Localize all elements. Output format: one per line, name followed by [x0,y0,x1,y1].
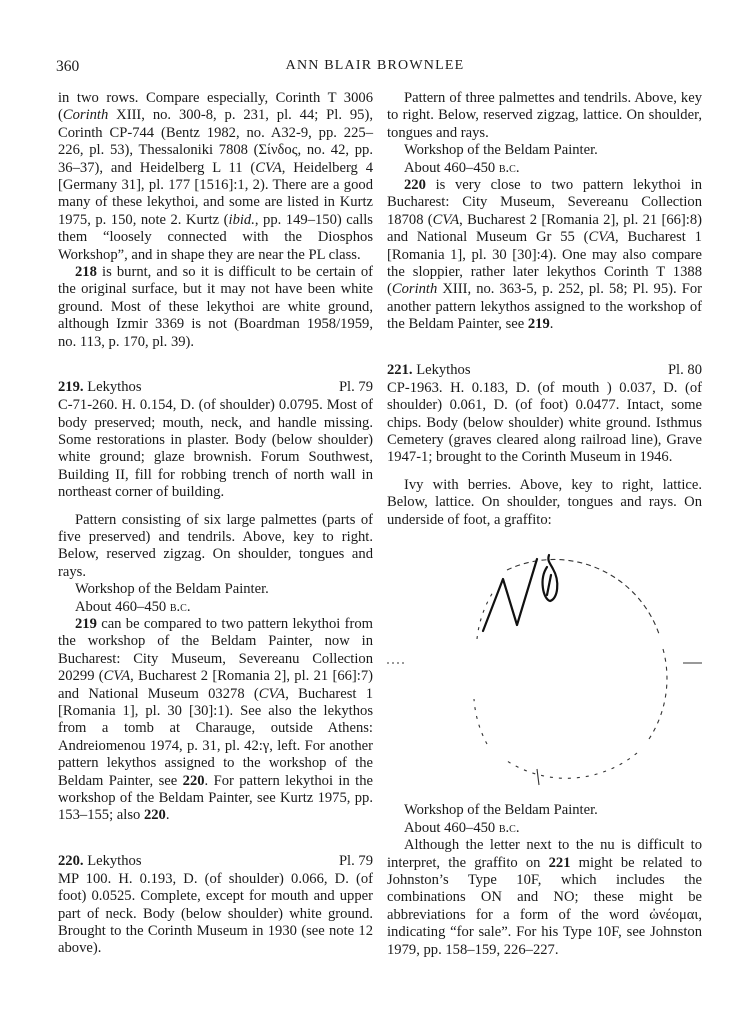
entry-221-heading [387,362,702,380]
edge-tick-bottom [537,769,539,785]
left-column [58,90,373,958]
running-head: ANN BLAIR BROWNLEE [285,58,465,73]
entry-219-comparison: 219 can be compared to two pattern lekythoi from the workshop of the Beldam Painter, now in Bucharest: City Museum, Severeanu Collection 20299 (CVA, Bucharest 2 [Romania 2], pl. 21 [66]:7) and National Museum 03278 (CVA, Bucharest 1 [Romania 1], pl. 30 [30]:1). See also the lekythos from a tomb at Charauge, outside Athens: Andreiomenou 1974, p. 31, pl. 42:γ, left. For another pattern lekythos assigned to the workshop of the Beldam Painter, see 220. For pattern lekythoi in the workshop of the Beldam Painter, see Kurtz 1975, pp. 153–155; also 220. [58,615,374,824]
foot-outline-arc [507,753,637,778]
foot-outline-arc [477,589,495,639]
foot-outline-arc [474,699,487,744]
entry-title: Lekythos [83,852,142,869]
entry-title: Lekythos [83,379,142,396]
entry-219-pattern: Pattern consisting of six large palmettes (parts of five preserved) and tendrils. Above, key to right. Below, reserved zigzag. On shoulder, tongues and rays. [58,511,373,580]
plate-reference: Pl. 79 [338,379,373,396]
foot-outline-arc [507,559,659,634]
graffito-letter-stroke [547,575,551,595]
paragraph-continued: in two rows. Compare especially, Corinth T 3006 (Corinth XIII, no. 300-8, p. 231, pl. 44; Pl. 95), Corinth CP-744 (Bentz 1982, no. A32-9, pp. 225–226, pl. 53), Thessaloniki 7808 (Σίνδος, no. 42, pp. 36–37), and Heidelberg L 11 (CVA, Heidelberg 4 [Germany 31], pl. 177 [1516]:1, 2). There are a good many of these lekythoi, and some are listed in Kurtz 1975, p. 150, note 2. Kurtz (ibid., pp. 149–150) calls them “loosely connected with the Diosphos Workshop”, and in shape they are near the PL class. [58,90,373,263]
entry-221-workshop: Workshop of the Beldam Painter. [404,802,598,819]
entry-219-date: About 460–450 b.c. [75,598,191,615]
entry-220-description: MP 100. H. 0.193, D. (of shoulder) 0.066, D. (of foot) 0.0525. Complete, except for mouth and upper part of neck. Body (below shoulder) white ground. Brought to the Corinth Museum in 1930 (see note 12 above). [58,870,373,957]
entry-219-heading [58,379,373,397]
entry-219-workshop: Workshop of the Beldam Painter. [75,581,269,598]
entry-221-date: About 460–450 b.c. [404,819,520,836]
entry-219-description: C-71-260. H. 0.154, D. (of shoulder) 0.0795. Most of body preserved; mouth, neck, and handle missing. Some restorations in plaster. Body (below shoulder) white ground; glaze brownish. Forum Southwest, Building II, fill for robbing trench of north wall in northeast corner of building. [58,397,373,501]
entry-number: 219. [58,379,84,396]
entry-220-workshop: Workshop of the Beldam Painter. [404,142,598,159]
paragraph-218: 218 is burnt, and so it is difficult to be certain of the original surface, but it may not have been white ground. Most of these lekythoi are white ground, although Izmir 3369 is not (Boardman 1958/1959, no. 113, p. 170, pl. 39). [58,264,373,350]
right-column [387,90,702,959]
entry-number: 220. [58,852,84,869]
entry-220-pattern: Pattern of three palmettes and tendrils. Above, key to right. Below, reserved zigzag, lattice. On shoulder, tongues and rays. [387,90,702,141]
entry-220-heading [58,853,373,871]
page-number: 360 [56,58,80,75]
plate-reference: Pl. 79 [338,852,373,869]
graffito-drawing [387,539,702,789]
page-header [56,58,694,80]
entry-220-comparison: 220 is very close to two pattern lekythoi in Bucharest: City Museum, Severeanu Collection 18708 (CVA, Bucharest 2 [Romania 2], pl. 21 [66]:8) and National Museum Gr 55 (CVA, Bucharest 1 [Romania 1], pl. 30 [30]:4). One may also compare the sloppier, rather later lekythos Corinth T 1388 (Corinth XIII, no. 363-5, p. 252, pl. 58; Pl. 95). For another pattern lekythos assigned to the workshop of the Beldam Painter, see 219. [387,177,703,333]
entry-number: 221. [387,361,413,378]
plate-reference: Pl. 80 [667,361,702,378]
entry-title: Lekythos [412,361,471,378]
foot-outline-arc [649,649,667,739]
entry-221-comparison: Although the letter next to the nu is difficult to interpret, the graffito on 221 might be related to Johnston’s Type 10F, which includes the combinations ON and NO; these might be abbreviations for a form of the word ὠνέομαι, indicating “for sale”. For his Type 10F, see Johnston 1979, pp. 158–159, 226–227. [387,837,702,958]
entry-220-date: About 460–450 b.c. [404,159,520,176]
entry-221-pattern: Ivy with berries. Above, key to right, lattice. Below, lattice. On shoulder, tongues and rays. On underside of foot, a graffito: [387,476,702,528]
entry-221-description: CP-1963. H. 0.183, D. (of mouth ) 0.037, D. (of shoulder) 0.061, D. (of foot) 0.0477. Intact, some chips. Body (below shoulder) white ground. Isthmus Cemetery (graves cleared along railroad line), Grave 1947-1; brought to the Corinth Museum in 1946. [387,379,702,466]
